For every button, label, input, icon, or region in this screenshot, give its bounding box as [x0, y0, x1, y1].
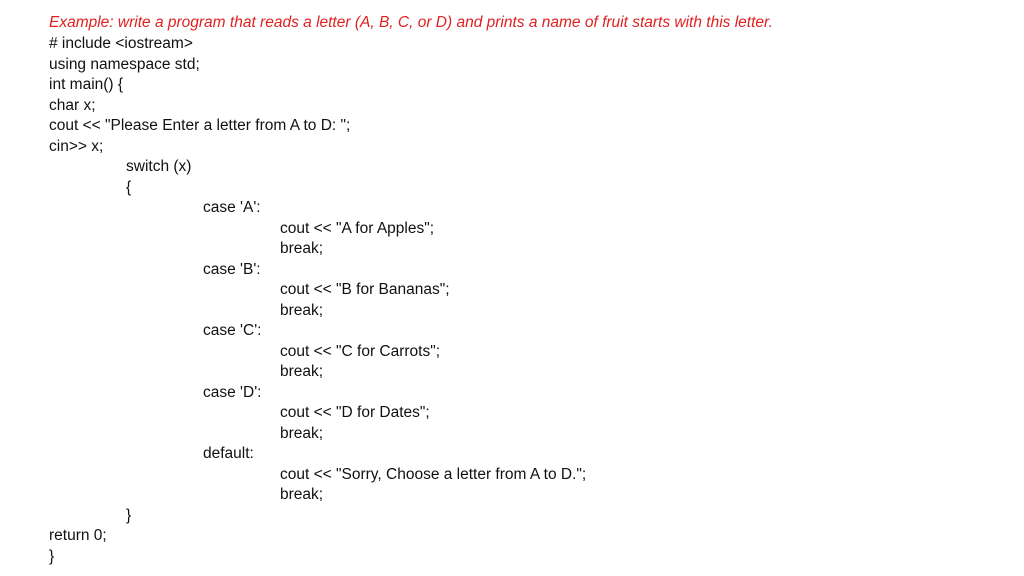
code-line: break; — [280, 301, 324, 319]
code-line: case 'D': — [203, 383, 262, 401]
code-line: return 0; — [49, 527, 107, 544]
code-line: default: — [203, 445, 254, 462]
slide-title: Example: write a program that reads a letter (A, B, C, or D) and prints a name of fruit starts with this letter. — [49, 14, 773, 31]
code-line: case 'A': — [203, 199, 261, 216]
code-line: break; — [280, 240, 324, 257]
code-line: cout << "A for Apples"; — [280, 219, 435, 237]
code-line: int main() { — [49, 76, 124, 93]
code-line: cout << "B for Bananas"; — [280, 281, 450, 298]
code-line: cin>> x; — [49, 137, 104, 155]
code-line: } — [126, 506, 132, 524]
code-line: char x; — [49, 96, 96, 114]
code-line: switch (x) — [126, 158, 192, 175]
code-line: cout << "D for Dates"; — [280, 404, 430, 421]
code-line: case 'C': — [203, 322, 262, 339]
code-line: case 'B': — [203, 260, 261, 278]
code-line: { — [126, 178, 132, 196]
code-line: break; — [280, 363, 324, 380]
code-line: using namespace std; — [49, 55, 200, 73]
code-line: cout << "Sorry, Choose a letter from A to D."; — [280, 465, 587, 483]
code-line: break; — [280, 424, 324, 442]
code-line: # include <iostream> — [49, 35, 193, 52]
code-line: break; — [280, 486, 324, 503]
code-line: cout << "C for Carrots"; — [280, 342, 441, 360]
code-line: } — [49, 547, 55, 565]
code-line: cout << "Please Enter a letter from A to D: "; — [49, 117, 351, 134]
